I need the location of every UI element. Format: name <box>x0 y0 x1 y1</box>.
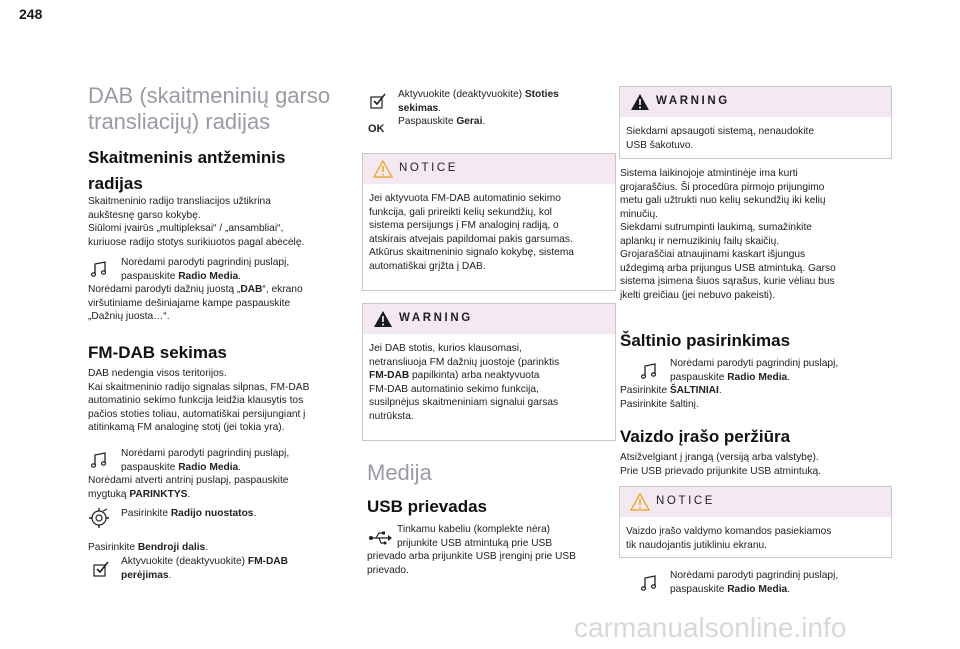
text-line: FM-DAB papilkinta) arba neaktyvuota <box>369 370 540 381</box>
notice-box <box>619 486 892 558</box>
notice-box <box>362 153 616 291</box>
page-number: 248 <box>19 6 43 22</box>
text-line: automatinio sekimo funkcija leidžia klausytis tos <box>88 395 304 406</box>
text-line: netransliuoja FM dažnių juostoje (parinktis <box>369 356 560 368</box>
text-line: grojaraščius. Ši procedūra pirmojo prijungimo <box>620 181 825 193</box>
text-line: Pasirinkite ŠALTINIAI. <box>620 385 722 396</box>
text-line: Norėdami parodyti dažnių juostą „DAB“, ekrano <box>88 284 303 295</box>
text-line: Norėdami parodyti pagrindinį puslapį, <box>670 570 839 581</box>
text-line: Atsižvelgiant į įrangą (versiją arba valstybę). <box>620 452 819 463</box>
radio-settings-icon <box>88 507 110 529</box>
step-radio-settings: Pasirinkite Radijo nuostatos. <box>121 508 257 519</box>
text-line: mygtuką PARINKTYS. <box>88 488 191 500</box>
paragraph-video <box>620 451 890 478</box>
text-line: paspauskite Radio Media. <box>670 371 791 383</box>
usb-icon <box>368 531 392 545</box>
checkbox-icon <box>92 560 110 578</box>
text-line: USB šakotuvo. <box>626 139 694 151</box>
text-line: automatiškai grįžta į DAB. <box>369 260 486 272</box>
step-radio-media <box>121 447 351 474</box>
text-line: įkelti greičiau (jei nebuvo pakeisti). <box>620 289 776 301</box>
heading-source-selection: Šaltinio pasirinkimas <box>620 331 791 350</box>
notice-body <box>369 192 609 273</box>
text-line: prievado. <box>367 564 409 576</box>
text-line: atskirais atvejais papildomai pakis garsumas. <box>369 233 573 245</box>
text-line: Kai skaitmeninio radijo signalas silpnas, FM-DAB <box>88 381 310 393</box>
heading-video-playback: Vaizdo įrašo peržiūra <box>620 427 791 446</box>
paragraph-band <box>88 283 350 324</box>
usb-instruction <box>367 550 617 577</box>
warning-box <box>362 303 616 441</box>
heading-line-1: Skaitmeninis antžeminis <box>88 148 286 167</box>
section-title <box>88 83 330 135</box>
text-line: Aktyvuokite (deaktyvuokite) Stoties <box>398 89 559 100</box>
warning-body <box>369 342 609 423</box>
text-line: Siekdami apsaugoti sistemą, nenaudokite <box>626 126 815 137</box>
text-line: sekimas. <box>398 102 442 114</box>
text-line: uždegimą arba prijungus USB atmintuką. Garso <box>620 262 836 274</box>
title-line-1: DAB (skaitmeninių garso <box>88 83 331 108</box>
heading-fm-dab: FM-DAB sekimas <box>88 343 227 362</box>
music-note-icon <box>640 574 658 592</box>
text-line: aplankų ir nemuzikinių failų skaičių. <box>620 235 780 247</box>
text-line: Norėdami parodyti pagrindinį puslapį, <box>121 448 290 459</box>
text-line: paspauskite Radio Media. <box>670 583 791 595</box>
notice-title: NOTICE <box>656 495 716 507</box>
paragraph-sources <box>620 384 890 411</box>
paragraph-fm-dab <box>88 367 350 435</box>
heading-digital-radio <box>88 148 285 194</box>
text-line: Norėdami parodyti pagrindinį puslapį, <box>670 358 839 369</box>
notice-triangle-icon <box>630 493 650 511</box>
text-line: kuriuose radijo stotys surikiuotos pagal abėcėlę. <box>88 236 305 248</box>
text-line: Norėdami parodyti pagrindinį puslapį, <box>121 257 290 268</box>
paragraph-options <box>88 474 350 501</box>
text-line: nutrūksta. <box>369 410 414 422</box>
paragraph-playlists <box>620 167 890 302</box>
text-line: Tinkamu kabeliu (komplekte nėra) <box>397 524 551 535</box>
notice-title: NOTICE <box>399 162 459 174</box>
text-line: tik naudojantis jutikliniu ekranu. <box>626 539 768 551</box>
title-line-2: transliacijų) radijas <box>88 109 271 134</box>
text-line: prievado arba prijunkite USB įrenginį prie USB <box>367 551 576 562</box>
text-line: Sistema laikinojoje atmintinėje ima kurti <box>620 168 798 179</box>
text-line: sistema persijungs į FM analoginį radiją, o <box>369 220 559 231</box>
text-line: atitinkamą FM analoginę stotį (jei tokia yra). <box>88 422 285 433</box>
music-note-icon <box>90 451 108 469</box>
text-line: susilpnėjus skaitmeniniam signalui garsas <box>369 397 559 408</box>
usb-instruction-indented <box>397 523 617 550</box>
text-line: metu gali užtrukti nuo kelių sekundžių iki kelių <box>620 195 826 206</box>
text-line: Prie USB prievado prijunkite USB atmintuką. <box>620 465 822 477</box>
step-fm-dab-switch <box>121 555 351 582</box>
text-line: Skaitmeninio radijo transliacijos užtikrina <box>88 196 271 207</box>
text-line: paspauskite Radio Media. <box>121 461 242 473</box>
step-radio-media <box>670 357 890 384</box>
text-line: Jei aktyvuota FM-DAB automatinio sekimo <box>369 193 561 204</box>
warning-title: WARNING <box>399 312 473 324</box>
text-line: perėjimas. <box>121 569 172 581</box>
notice-triangle-icon <box>373 160 393 178</box>
text-line: pačios stoties toliau, automatiškai persijungiant į <box>88 408 306 420</box>
heading-line-2: radijas <box>88 174 143 193</box>
heading-usb: USB prievadas <box>367 497 487 516</box>
text-line: Aktyvuokite (deaktyvuokite) FM-DAB <box>121 556 289 567</box>
text-line: DAB nedengia visos teritorijos. <box>88 368 227 379</box>
music-note-icon <box>90 260 108 278</box>
text-line: Atkūrus skaitmeninio signalo kokybę, sistema <box>369 247 574 258</box>
text-line: Paspauskite Gerai. <box>398 116 486 127</box>
warning-body <box>626 125 885 152</box>
text-line: Norėdami atverti antrinį puslapį, paspauskite <box>88 475 289 486</box>
music-note-icon <box>640 362 658 380</box>
text-line: funkcija, gali prireikti kelių sekundžių, kol <box>369 206 552 218</box>
warning-box <box>619 86 892 159</box>
notice-body <box>626 525 885 552</box>
step-radio-media <box>670 569 890 596</box>
text-line: „Dažnių juosta…“. <box>88 311 170 322</box>
watermark: carmanualsonline.info <box>574 612 847 643</box>
text-line: Grojaraščiai atnaujinami kaskart išjungus <box>620 249 806 260</box>
text-line: Jei DAB stotis, kurios klausomasi, <box>369 343 522 354</box>
text-line: Pasirinkite šaltinį. <box>620 398 699 410</box>
text-line: prijunkite USB atmintuką prie USB <box>397 537 553 549</box>
heading-media: Medija <box>367 460 432 485</box>
paragraph-intro <box>88 195 350 249</box>
text-line: FM-DAB automatinio sekimo funkcija, <box>369 383 539 395</box>
text-line: Vaizdo įrašo valdymo komandos pasiekiamos <box>626 526 832 537</box>
text-line: Siūlomi įvairūs „multipleksai“ / „ansambliai“, <box>88 223 284 234</box>
warning-triangle-icon <box>630 93 650 111</box>
step-station-follow <box>398 88 618 129</box>
warning-title: WARNING <box>656 95 730 107</box>
warning-triangle-icon <box>373 310 393 328</box>
text-line: minučių. <box>620 208 658 220</box>
text-line: viršutiniame dešiniajame kampe paspauskite <box>88 297 291 309</box>
checkbox-icon <box>369 92 387 110</box>
text-line: paspauskite Radio Media. <box>121 270 242 282</box>
text-line: aukštesnę garso kokybę. <box>88 209 201 221</box>
ok-icon: OK <box>368 123 385 135</box>
text-line: Siekdami sutrumpinti laukimą, sumažinkite <box>620 222 812 233</box>
step-radio-media <box>121 256 351 283</box>
paragraph-general: Pasirinkite Bendroji dalis. <box>88 542 209 553</box>
text-line: sistema įsimena šiuos sąrašus, kurie vėliau bus <box>620 276 835 287</box>
